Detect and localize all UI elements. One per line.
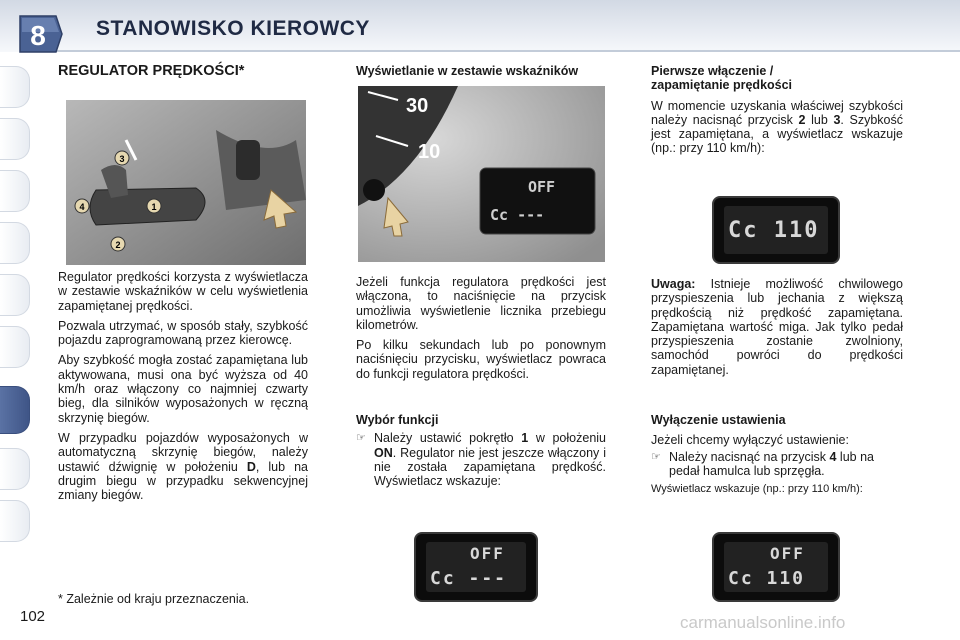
col1-paragraph-1: Regulator prędkości korzysta z wyświetlacza w zestawie wskaźników w celu wyświetlenia zapamiętanej prędkości. [58, 270, 308, 313]
footnote: * Zależnie od kraju przeznaczenia. [58, 592, 250, 606]
col3-bullet-button-4: 4 [829, 449, 837, 464]
display-off-cc-110-bottom: Cc 110 [728, 568, 806, 589]
cluster-display-top: OFF [528, 178, 556, 196]
instrument-cluster-photo [358, 86, 605, 262]
col2-bullet-knob-1: 1 [521, 431, 529, 446]
col2-paragraph-2: Po kilku sekundach lub po ponownym naciśnięciu przycisku, wyświetlacz powraca do funkcji regulatora prędkości. [356, 338, 606, 381]
section-title-first-activation: Pierwsze włączenie / zapamiętanie prędkości [651, 64, 793, 93]
display-off-cc-empty-top: OFF [470, 544, 505, 563]
display-off-cc-110 [712, 532, 840, 602]
page-number: 102 [20, 608, 46, 625]
chapter-tab-4[interactable] [0, 222, 30, 264]
col3-p1-part-a: W momencie uzyskania właściwej szybkości należy nacisnąć przycisk [651, 98, 903, 127]
col3-bullet-part-a: Należy nacisnąć na przycisk [669, 449, 830, 464]
chapter-title: STANOWISKO KIEROWCY [96, 17, 370, 40]
col2-bullet-part-c: w położeniu [528, 431, 606, 446]
chapter-tab-2[interactable] [0, 118, 30, 160]
chapter-tab-9[interactable] [0, 448, 30, 490]
section-title-display: Wyświetlanie w zestawie wskaźników [356, 64, 579, 78]
col3-bullet-text [669, 450, 903, 479]
col2-bullet-on: ON [374, 445, 393, 460]
chapter-badge [16, 12, 64, 56]
column-1 [58, 64, 308, 78]
display-cc-110 [712, 196, 840, 264]
col3-p1-button-3: 3 [833, 112, 841, 127]
col2-bullet-part-a: Należy ustawić pokrętło [374, 431, 522, 446]
col3-p1-part-e: . Szybkość jest zapamiętana, a wyświetlacz wskazuje (np.: przy 110 km/h): [651, 112, 904, 156]
display-off-cc-empty [414, 532, 538, 602]
watermark: carmanualsonline.info [680, 613, 846, 632]
gauge-illustration [358, 86, 605, 262]
col3-bullet-part-c: lub na pedał hamulca lub sprzęgła. [669, 449, 874, 478]
col1-p4-part-c: , lub na drugim biegu w przypadku sekwencyjnej zmiany biegów. [58, 459, 308, 503]
display-off-cc-empty-bottom: Cc --- [430, 568, 508, 589]
column-2-function-select [356, 413, 606, 488]
callout-4: 4 [79, 202, 85, 212]
cluster-display-bottom: Cc --- [490, 206, 545, 224]
display-cc-110-text: Cc 110 [728, 218, 820, 243]
hand-pointer-icon: ☞ [651, 450, 661, 463]
col2-bullet-part-e: . Regulator nie jest jeszcze włączony i nie została zapamiętana prędkość. Wyświetlacz wskazuje: [374, 445, 606, 489]
col2-bullet-text [374, 431, 606, 488]
chapter-tab-1[interactable] [0, 66, 30, 108]
col3-note [651, 277, 903, 377]
chapter-tab-3[interactable] [0, 170, 30, 212]
chapter-number: 8 [30, 20, 46, 51]
section-title-cruise-control: REGULATOR PRĘDKOŚCI* [58, 63, 245, 79]
column-3-disable [651, 413, 903, 502]
callout-2: 2 [115, 240, 121, 250]
stalk-illustration [66, 100, 306, 265]
column-3-text [651, 64, 903, 162]
hand-pointer-icon: ☞ [356, 432, 366, 445]
col1-p4-part-a: W przypadku pojazdów wyposażonych w automatyczną skrzynię biegów, należy ustawić dźwignię w położeniu [58, 430, 308, 474]
header-rule [30, 50, 960, 52]
chapter-tab-6[interactable] [0, 326, 30, 368]
chapter-tab-10[interactable] [0, 500, 30, 542]
column-1-text [58, 270, 308, 508]
col2-paragraph-1: Jeżeli funkcja regulatora prędkości jest włączona, to naciśnięcie na przycisk umożliwia wyświetlenie licznika przebiegu kilometrów. [356, 275, 606, 332]
col3-paragraph-2: Jeżeli chcemy wyłączyć ustawienie: [651, 433, 849, 448]
section-title-disable: Wyłączenie ustawienia [651, 413, 786, 427]
chapter-tab-8-active[interactable] [0, 386, 30, 434]
col1-p4-gear-d: D [246, 459, 256, 474]
col3-note-label: Uwaga: [651, 277, 696, 291]
col3-paragraph-3: Wyświetlacz wskazuje (np.: przy 110 km/h): [651, 483, 863, 496]
section-title-function-select: Wybór funkcji [356, 413, 439, 427]
column-3-note [651, 277, 903, 383]
col3-bullet [651, 450, 903, 479]
col3-p1-button-2: 2 [798, 112, 806, 127]
col1-paragraph-4 [58, 431, 308, 502]
callout-1: 1 [151, 202, 157, 212]
col3-paragraph-1 [651, 99, 903, 156]
col3-note-text: Istnieje możliwość chwilowego przyspieszenia lub jechania z większą prędkością niż prędkość zapamiętana. Zapamiętana wartość miga. Jak tylko pedał przyspieszenia zostanie zwolniony, samochód powróci do prędkości zapamiętanej. [651, 277, 903, 377]
gauge-label-30: 30 [406, 95, 429, 117]
col3-p1-part-c: lub [805, 112, 834, 127]
chapter-tab-strip [0, 56, 34, 576]
callout-3: 3 [119, 154, 125, 164]
column-2-text [356, 275, 606, 387]
display-off-cc-110-top: OFF [770, 544, 805, 563]
col1-paragraph-3: Aby szybkość mogła zostać zapamiętana lub aktywowana, musi ona być wyższa od 40 km/h oraz włączony co najmniej czwarty bieg, dla silników wyposażonych w ręczną skrzynię biegów. [58, 353, 308, 425]
column-2-heading [356, 64, 606, 78]
stalk-photo [66, 100, 306, 265]
col1-paragraph-2: Pozwala utrzymać, w sposób stały, szybkość pojazdu zaprogramowaną przez kierowcę. [58, 318, 308, 348]
gauge-label-10: 10 [418, 141, 441, 163]
chapter-tab-5[interactable] [0, 274, 30, 316]
col2-bullet [356, 431, 606, 488]
